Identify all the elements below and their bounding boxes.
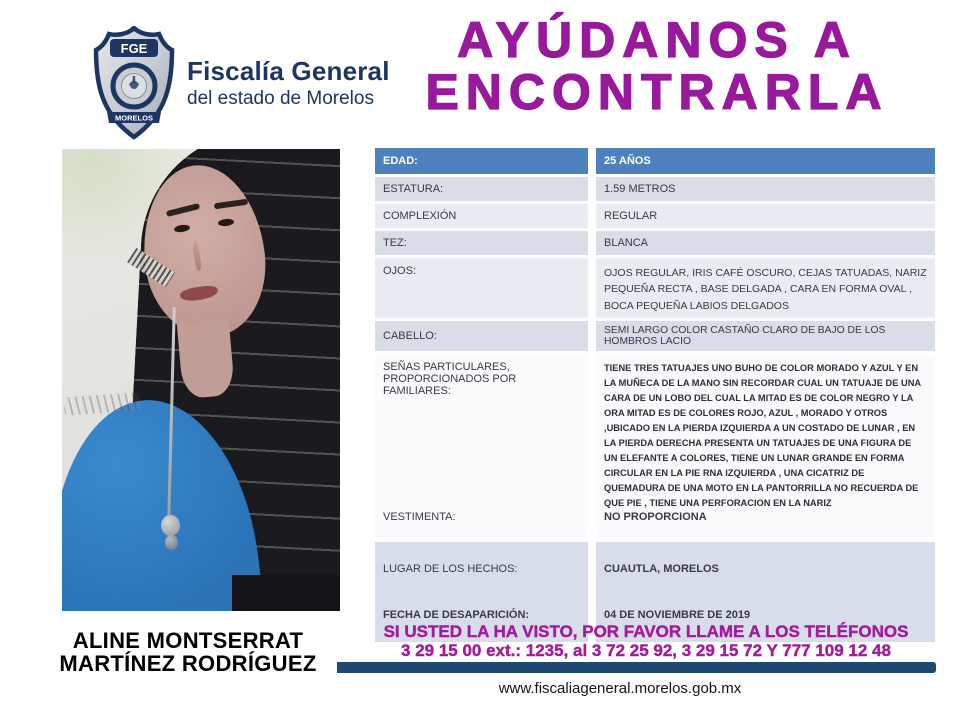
value-edad: 25 AÑOS xyxy=(596,148,935,174)
label-senas-cell xyxy=(375,354,588,539)
value-lugar: CUAUTLA, MORELOS xyxy=(604,563,719,576)
label-edad: EDAD: xyxy=(375,148,588,174)
value-estatura: 1.59 METROS xyxy=(596,177,935,201)
table-row-cabello xyxy=(375,321,935,351)
table-row-estatura xyxy=(375,177,935,201)
table-row-tez xyxy=(375,231,935,255)
org-subtitle: del estado de Morelos xyxy=(187,88,374,109)
fge-shield-icon xyxy=(93,26,175,140)
label-lugar: LUGAR DE LOS HECHOS: xyxy=(383,563,518,576)
person-name-line1: ALINE MONTSERRAT xyxy=(72,628,304,653)
value-ojos: OJOS REGULAR, IRIS CAFÉ OSCURO, CEJAS TATUADAS, NARIZ PEQUEÑA RECTA , BASE DELGADA , CARA EN FORMA OVAL , BOCA PEQUEÑA LABIOS DELGADOS xyxy=(596,258,935,318)
value-senas: TIENE TRES TATUAJES UNO BUHO DE COLOR MORADO Y AZUL Y EN LA MUÑECA DE LA MANO SIN RECORDAR CUAL UN TATUAJE DE UNA CARA DE UN LOBO DEL CUAL LA MITAD ES DE COLOR NEGRO Y LA ORA MITAD ES DE COLORES ROJO, AZUL , MORADO Y OTROS ,UBICADO EN LA PIERDA IZQUIERDA A UN COSTADO DE LUNAR , EN LA PIERDA DERECHA PRESENTA UN TATUAJES DE UNA FIGURA DE UN ELEFANTE A COLORES, TIENE UN LUNAR GRANDE EN FORMA CIRCULAR EN LA PIE RNA IZQUIERDA , UNA CICATRIZ DE QUEMADURA DE UNA MOTO EN LA PANTORRILLA NO RECUERDA DE QUE PIE , TIENE UNA PERFORACION EN LA NARIZ xyxy=(604,362,921,509)
label-estatura: ESTATURA: xyxy=(375,177,588,201)
poster-title xyxy=(362,14,952,118)
org-text xyxy=(187,56,390,110)
hotline-text xyxy=(340,622,952,660)
footer-accent-bar xyxy=(337,662,936,673)
value-fecha: 04 DE NOVIEMBRE DE 2019 xyxy=(604,609,751,622)
photo-dark-corner xyxy=(232,575,340,611)
label-fecha: FECHA DE DESAPARICIÓN: xyxy=(383,609,530,622)
value-tez: BLANCA xyxy=(596,231,935,255)
poster-title-line2: ENCONTRARLA xyxy=(425,64,889,120)
label-ojos: OJOS: xyxy=(375,258,588,318)
poster-title-line1: AYÚDANOS A xyxy=(457,12,857,68)
website-url: www.fiscaliageneral.morelos.gob.mx xyxy=(498,680,742,697)
hotline-line2: 3 29 15 00 ext.: 1235, al 3 72 25 92, 3 29 15 72 Y 777 109 12 48 xyxy=(401,641,891,661)
details-table xyxy=(375,148,935,645)
person-name xyxy=(36,629,340,676)
svg-text:FGE: FGE xyxy=(120,41,148,56)
hotline-line1: SI USTED LA HA VISTO, POR FAVOR LLAME A LOS TELÉFONOS xyxy=(383,622,909,641)
missing-person-photo xyxy=(62,149,340,611)
label-vestimenta: VESTIMENTA: xyxy=(383,511,456,524)
spacer xyxy=(383,397,580,511)
value-vestimenta: NO PROPORCIONA xyxy=(604,511,707,524)
table-row-senas-vestimenta xyxy=(375,354,935,539)
photo-pendant-large xyxy=(161,515,180,536)
value-senas-cell xyxy=(596,354,935,539)
value-complexion: REGULAR xyxy=(596,204,935,228)
label-senas: SEÑAS PARTICULARES, PROPORCIONADOS POR FAMILIARES: xyxy=(383,360,517,397)
person-name-line2: MARTÍNEZ RODRÍGUEZ xyxy=(59,651,317,677)
table-row-ojos xyxy=(375,258,935,318)
label-complexion: COMPLEXIÓN xyxy=(375,204,588,228)
table-row-complexion xyxy=(375,204,935,228)
table-row-edad xyxy=(375,148,935,174)
svg-text:MORELOS: MORELOS xyxy=(115,113,153,123)
value-cabello: SEMI LARGO COLOR CASTAÑO CLARO DE BAJO DE LOS HOMBROS LACIO xyxy=(596,321,935,351)
photo-pendant-small xyxy=(165,535,178,550)
label-tez: TEZ: xyxy=(375,231,588,255)
fge-logo xyxy=(93,26,390,140)
label-cabello: CABELLO: xyxy=(375,321,588,351)
org-name: Fiscalía General xyxy=(187,56,390,86)
